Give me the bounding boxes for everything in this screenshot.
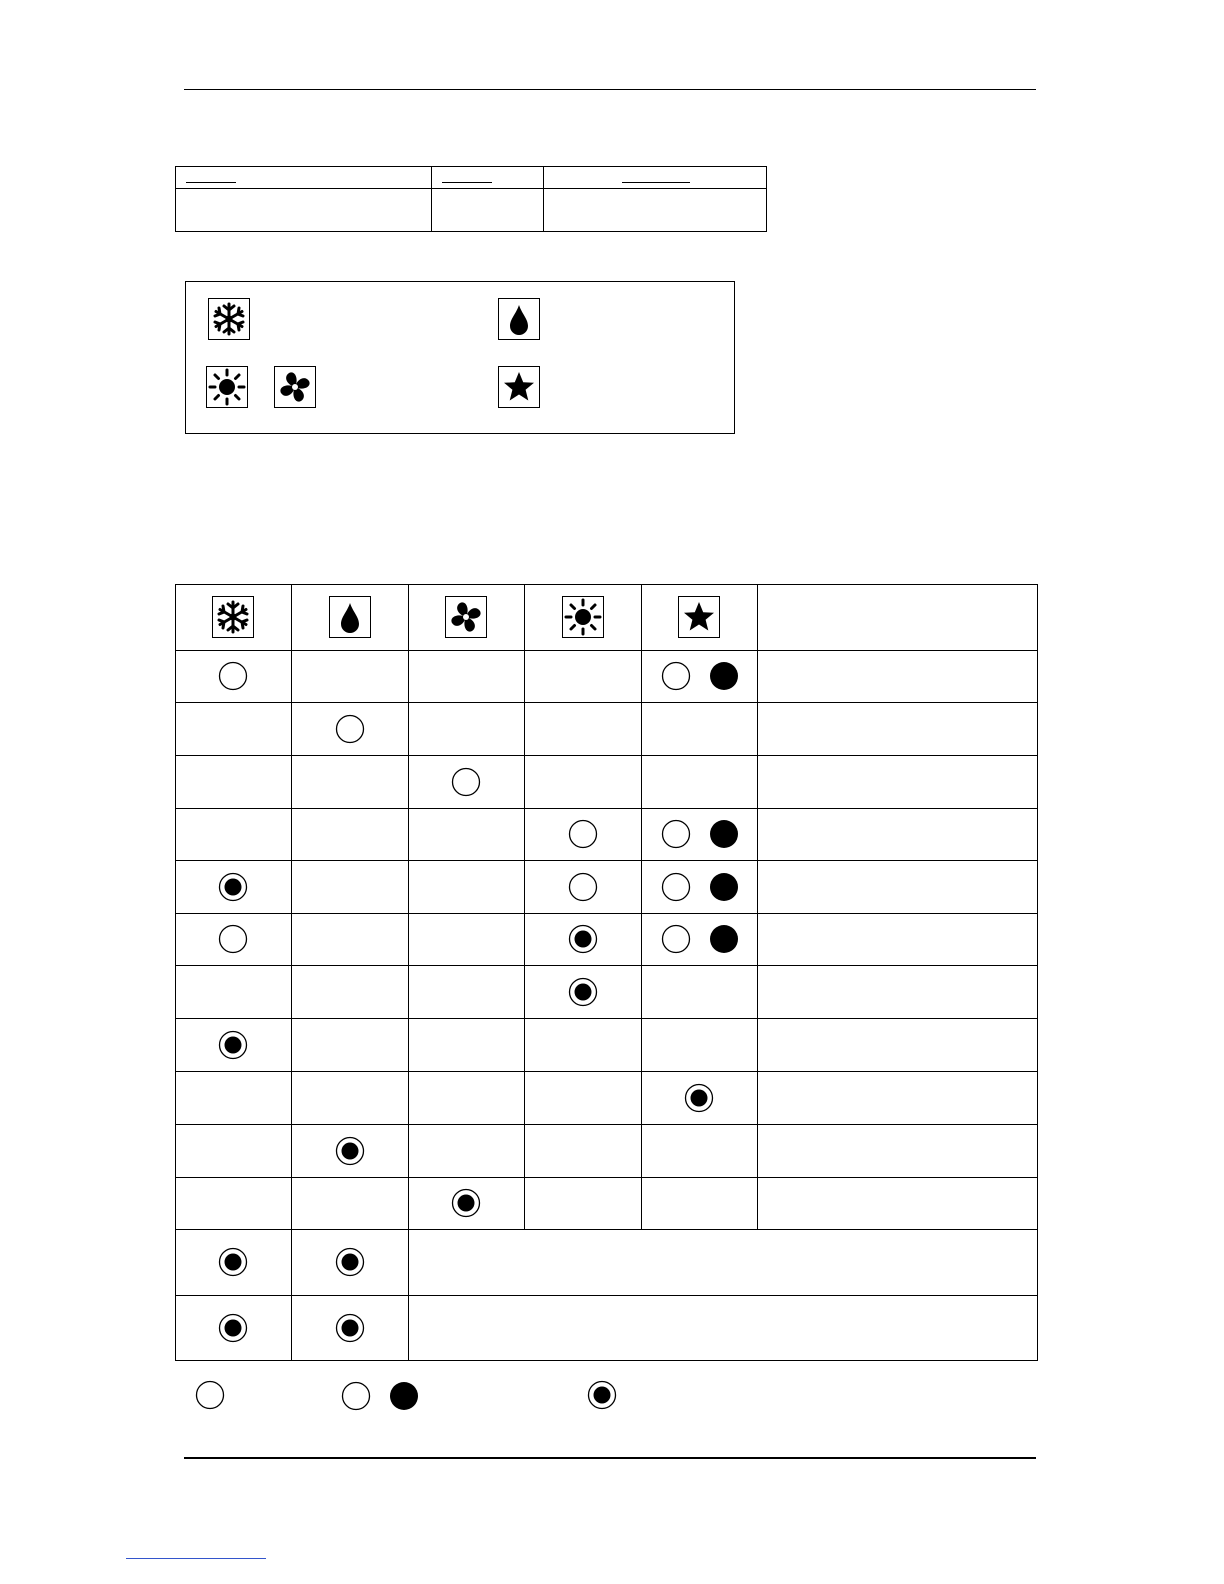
matrix-row-line	[175, 1124, 1038, 1125]
drop-icon	[498, 298, 540, 340]
matrix-col-line	[408, 584, 409, 1360]
matrix-row-line	[175, 1295, 1038, 1296]
matrix-row-line	[175, 1360, 1038, 1361]
star-icon	[678, 596, 720, 638]
spec-col-1	[176, 167, 432, 231]
row-7-heat-indicator	[568, 977, 598, 1007]
matrix-row-line	[175, 1018, 1038, 1019]
row-2-dry-indicator	[335, 714, 365, 744]
row-12-cool-indicator	[218, 1247, 248, 1277]
indicator-matrix	[175, 584, 1038, 1361]
matrix-row-line	[175, 1177, 1038, 1178]
matrix-row-line	[175, 650, 1038, 651]
legend-blink-symbol-off	[341, 1381, 371, 1411]
row-6-heat-indicator	[568, 924, 598, 954]
row-12-dry-indicator	[335, 1247, 365, 1277]
matrix-row-line	[175, 702, 1038, 703]
matrix-row-line	[175, 755, 1038, 756]
row-8-cool-indicator	[218, 1030, 248, 1060]
spec-table	[175, 166, 767, 232]
matrix-col-line	[524, 584, 525, 1229]
row-1-cool-indicator	[218, 661, 248, 691]
row-5-star-indicator-lit	[709, 872, 739, 902]
matrix-col-line	[641, 584, 642, 1229]
matrix-col-line	[291, 584, 292, 1360]
fan-icon	[274, 366, 316, 408]
matrix-col-line	[757, 584, 758, 1229]
legend-on-symbol	[587, 1380, 617, 1410]
sun-icon	[206, 366, 248, 408]
legend-off-symbol	[195, 1380, 225, 1410]
row-5-star-indicator-off	[661, 872, 691, 902]
spec-header-1-underline	[186, 182, 236, 183]
drop-icon	[329, 596, 371, 638]
row-4-star-indicator-off	[661, 819, 691, 849]
matrix-col-line	[175, 584, 176, 1360]
row-9-star-indicator	[684, 1083, 714, 1113]
row-1-star-indicator-off	[661, 661, 691, 691]
row-11-fan-indicator	[451, 1188, 481, 1218]
row-3-fan-indicator	[451, 767, 481, 797]
spec-col-2	[431, 167, 544, 231]
matrix-row-line	[175, 965, 1038, 966]
row-13-cool-indicator	[218, 1313, 248, 1343]
row-5-cool-indicator	[218, 872, 248, 902]
matrix-row-line	[175, 860, 1038, 861]
spec-header-3-underline	[622, 182, 690, 183]
spec-header-2-underline	[442, 182, 492, 183]
row-6-cool-indicator	[218, 924, 248, 954]
row-10-dry-indicator	[335, 1136, 365, 1166]
snowflake-icon	[212, 596, 254, 638]
footer-rule	[184, 1457, 1036, 1459]
fan-icon	[445, 596, 487, 638]
row-5-heat-indicator	[568, 872, 598, 902]
row-4-star-indicator-lit	[709, 819, 739, 849]
row-13-dry-indicator	[335, 1313, 365, 1343]
row-4-heat-indicator	[568, 819, 598, 849]
matrix-row-line	[175, 913, 1038, 914]
star-icon	[498, 366, 540, 408]
matrix-row-line	[175, 584, 1038, 585]
snowflake-icon	[208, 298, 250, 340]
matrix-row-line	[175, 1071, 1038, 1072]
footer-link-underline	[126, 1558, 266, 1559]
row-1-star-indicator-lit	[709, 661, 739, 691]
row-6-star-indicator-off	[661, 924, 691, 954]
header-rule	[184, 89, 1036, 90]
row-6-star-indicator-lit	[709, 924, 739, 954]
indicator-legend	[185, 281, 735, 434]
matrix-col-line	[1037, 584, 1038, 1360]
matrix-row-line	[175, 808, 1038, 809]
matrix-row-line	[175, 1229, 1038, 1230]
sun-icon	[562, 596, 604, 638]
spec-row-divider	[176, 188, 766, 189]
legend-blink-symbol-lit	[389, 1381, 419, 1411]
